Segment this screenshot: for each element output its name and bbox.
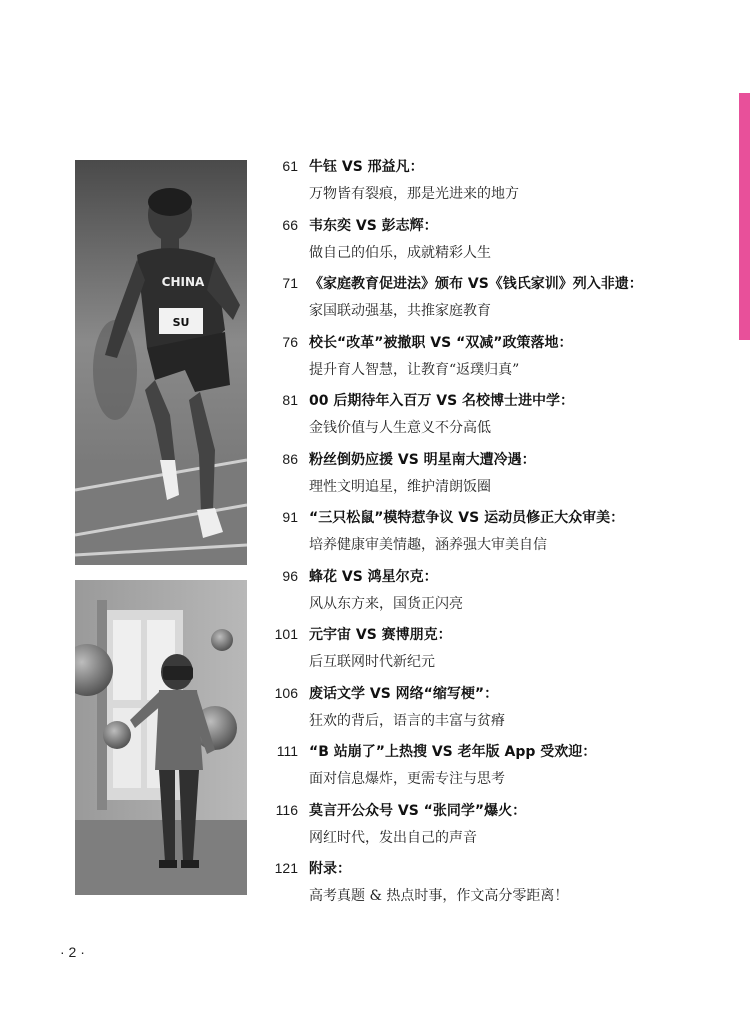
toc-title: 蜂花 VS 鸿星尔克： xyxy=(309,568,438,585)
toc-page-number: 76 xyxy=(282,333,298,350)
toc-subtitle: 家国联动强基，共推家庭教育 xyxy=(309,303,491,319)
toc-page-number: 86 xyxy=(282,450,298,467)
toc-title: 元宇宙 VS 赛博朋克： xyxy=(309,627,452,643)
toc-entry[interactable] xyxy=(272,741,732,800)
toc-entry[interactable] xyxy=(272,507,732,566)
page-number: · 2 · xyxy=(60,944,85,960)
toc-page-number: 116 xyxy=(275,801,298,818)
vr-child-photo xyxy=(75,580,247,895)
toc-subtitle: 高考真题 & 热点时事，作文高分零距离！ xyxy=(309,888,569,904)
toc-page-number: 66 xyxy=(282,216,298,233)
toc-subtitle: 提升育人智慧，让教育“返璞归真” xyxy=(309,361,520,378)
toc-subtitle: 面对信息爆炸，更需专注与思考 xyxy=(309,771,505,787)
toc-subtitle: 金钱价值与人生意义不分高低 xyxy=(309,420,491,436)
toc-entry[interactable] xyxy=(272,273,732,332)
toc-title: 校长“改革”被撤职 VS “双减”政策落地： xyxy=(309,334,573,351)
toc-title: 00 后期待年入百万 VS 名校博士进中学： xyxy=(309,393,575,409)
toc-subtitle: 理性文明追星，维护清朗饭圈 xyxy=(309,478,491,495)
toc-subtitle: 万物皆有裂痕，那是光进来的地方 xyxy=(309,186,519,202)
vr-illustration xyxy=(75,580,247,895)
section-color-tab xyxy=(739,93,750,340)
race-bib: SU xyxy=(172,316,190,329)
jersey-text: CHINA xyxy=(161,275,205,289)
toc-title: “三只松鼠”模特惹争议 VS 运动员修正大众审美： xyxy=(309,510,625,526)
runner-photo xyxy=(75,160,247,565)
runner-illustration xyxy=(75,160,247,565)
toc-subtitle: 狂欢的背后，语言的丰富与贫瘠 xyxy=(309,712,505,729)
toc-subtitle: 做自己的伯乐，成就精彩人生 xyxy=(309,244,491,261)
toc-entry[interactable] xyxy=(272,332,732,391)
toc-entry[interactable] xyxy=(272,215,732,274)
toc-title: 莫言开公众号 VS “张同学”爆火： xyxy=(309,802,527,819)
toc-entry[interactable] xyxy=(272,800,732,859)
toc-page-number: 106 xyxy=(274,684,298,701)
table-of-contents xyxy=(272,156,732,917)
toc-entry[interactable] xyxy=(272,390,732,449)
toc-entry[interactable] xyxy=(272,566,732,625)
toc-title: 牛钰 VS 邢益凡： xyxy=(309,159,424,175)
toc-subtitle: 后互联网时代新纪元 xyxy=(309,654,435,670)
toc-entry[interactable] xyxy=(272,683,732,742)
toc-title: 附录： xyxy=(309,861,351,877)
toc-entry[interactable] xyxy=(272,156,732,215)
toc-title: 粉丝倒奶应援 VS 明星南大遭冷遇： xyxy=(309,451,536,468)
toc-page-number: 71 xyxy=(282,275,298,291)
toc-page-number: 61 xyxy=(282,158,298,174)
toc-title: “B 站崩了”上热搜 VS 老年版 App 受欢迎： xyxy=(309,744,597,760)
toc-title: 废话文学 VS 网络“缩写梗”： xyxy=(309,685,499,702)
toc-entry[interactable] xyxy=(272,624,732,683)
toc-page-number: 101 xyxy=(274,626,298,642)
toc-subtitle: 网红时代，发出自己的声音 xyxy=(309,829,477,846)
toc-page-number: 111 xyxy=(276,743,298,759)
toc-page-number: 121 xyxy=(274,860,298,876)
toc-page-number: 96 xyxy=(282,567,298,584)
toc-page-number: 91 xyxy=(282,509,298,525)
toc-subtitle: 风从东方来，国货正闪亮 xyxy=(309,595,463,612)
toc-entry[interactable] xyxy=(272,858,732,917)
toc-title: 韦东奕 VS 彭志辉： xyxy=(309,217,438,234)
toc-title: 《家庭教育促进法》颁布 VS《钱氏家训》列入非遗： xyxy=(309,276,643,292)
toc-subtitle: 培养健康审美情趣，涵养强大审美自信 xyxy=(309,537,547,553)
toc-entry[interactable] xyxy=(272,449,732,508)
toc-page-number: 81 xyxy=(282,392,298,408)
